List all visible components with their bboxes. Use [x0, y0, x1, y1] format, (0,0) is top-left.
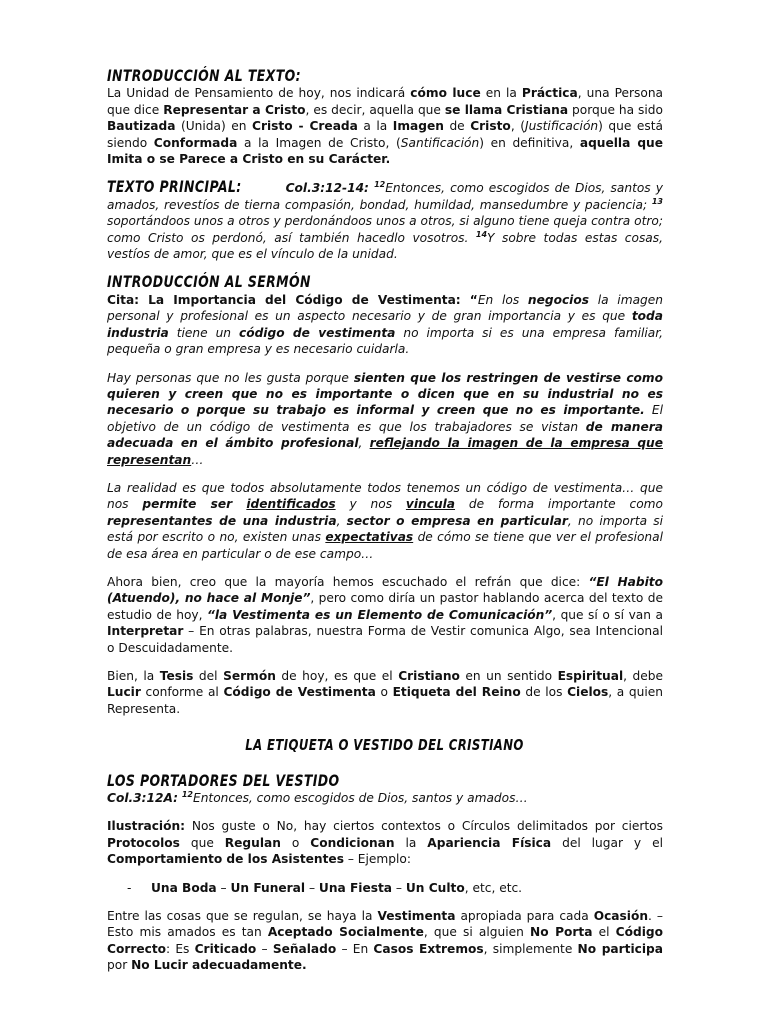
- text-run: –: [305, 880, 319, 895]
- text-run: conforme al: [140, 685, 224, 700]
- text-run: reflejando la imagen de la empresa que representan: [107, 436, 663, 467]
- text-run: del: [193, 669, 224, 683]
- scripture-reference: Col.3:12-14:: [285, 181, 369, 196]
- text-run: No participa: [577, 941, 664, 956]
- section-intro-sermon: [107, 274, 663, 717]
- verse-text: Entonces, como escogidos de Dios, santos y amados, revestíos de tierna compasión, bondad, humildad, mansedumbre y paciencia;: [107, 181, 664, 212]
- bullet-dash: -: [127, 880, 132, 895]
- text-run: – En: [336, 941, 374, 956]
- text-run: por: [107, 958, 132, 973]
- paragraph-realidad: [107, 480, 663, 562]
- text-run: Comportamiento de los Asistentes: [107, 852, 344, 867]
- text-run: identificados: [246, 497, 336, 512]
- text-run: Protocolos: [107, 835, 180, 850]
- text-run: , es decir, aquella que: [305, 102, 445, 117]
- text-run: código de vestimenta: [238, 325, 396, 340]
- text-run: Cita: La Importancia del Código de Vestimenta:: [107, 292, 461, 307]
- text-run: Ocasión: [593, 909, 649, 924]
- paragraph-cita: [107, 292, 663, 358]
- paragraph-restricciones: [107, 370, 663, 468]
- text-run: El objetivo de un código de vestimenta es que los trabajadores se vistan: [107, 403, 663, 434]
- text-run: Interpretar: [107, 624, 184, 639]
- text-run: o: [280, 835, 311, 850]
- text-run: En los: [477, 292, 528, 307]
- text-run: Un Funeral: [230, 880, 306, 895]
- text-run: …: [191, 452, 204, 467]
- text-run: del lugar y el: [551, 835, 663, 850]
- text-run: –: [216, 880, 231, 895]
- text-run: Casos Extremos: [373, 941, 484, 956]
- text-run: Bautizada: [107, 119, 176, 134]
- text-run: – Ejemplo:: [343, 852, 411, 867]
- text-run: Lucir: [107, 685, 141, 700]
- text-run: . – Esto mis amados es tan: [107, 909, 663, 940]
- text-run: porque ha sido: [568, 102, 663, 117]
- text-run: Imagen: [392, 119, 444, 134]
- text-run: Una Fiesta: [318, 880, 393, 895]
- heading-intro-texto: INTRODUCCIÓN AL TEXTO:: [107, 66, 301, 85]
- verse-number: 14: [475, 229, 488, 239]
- text-run: , que sí o sí van a: [552, 607, 663, 622]
- text-run: aquella que Imita o se Parece a Cristo en su Carácter.: [107, 135, 663, 167]
- text-run: expectativas: [325, 530, 414, 545]
- text-run: de: [443, 119, 471, 134]
- text-run: Santificación: [400, 135, 480, 150]
- text-run: , no importa si está por escrito o no, existen unas: [107, 513, 663, 545]
- text-run: No Lucir adecuadamente.: [131, 958, 307, 973]
- scripture-reference: Col.3:12A:: [107, 791, 178, 806]
- section-title-etiqueta: [107, 737, 663, 754]
- verse-text: Entonces, como escogidos de Dios, santos y amados…: [193, 791, 528, 806]
- text-run: Sermón: [223, 669, 276, 683]
- text-run: , que si alguien: [423, 925, 530, 940]
- text-run: la imagen personal y profesional es un aspecto necesario y de gran importancia y es que: [107, 292, 663, 324]
- text-run: Entre las cosas que se regulan, se haya la: [107, 909, 378, 924]
- text-run: Nos guste o No, hay ciertos contextos o Círculos delimitados por ciertos: [185, 819, 663, 834]
- text-run: Una Boda: [151, 880, 217, 895]
- text-run: Aceptado Socialmente: [267, 925, 424, 940]
- text-run: Condicionan: [310, 835, 395, 850]
- text-run: , una Persona que dice: [107, 86, 664, 117]
- text-run: no importa si es una empresa familiar, pequeña o gran empresa y es necesario cuidarla.: [107, 325, 663, 357]
- paragraph-tesis: [107, 668, 663, 717]
- text-run: La realidad es que todos absolutamente todos tenemos un código de vestimenta… que nos: [107, 480, 663, 512]
- text-run: toda industria: [107, 309, 663, 340]
- text-run: apropiada para cada: [455, 909, 594, 924]
- text-run: vincula: [405, 497, 456, 512]
- heading-portadores: LOS PORTADORES DEL VESTIDO: [107, 770, 340, 790]
- section-portadores: [107, 770, 664, 974]
- paragraph-vestimenta: [107, 908, 663, 974]
- text-run: (Unida) en: [175, 119, 253, 134]
- text-run: y nos: [335, 497, 406, 512]
- text-run: que: [179, 835, 225, 850]
- text-run: “: [460, 292, 478, 307]
- text-run: Regulan: [224, 835, 281, 850]
- text-run: Un Culto: [405, 880, 465, 895]
- text-run: Ilustración:: [107, 819, 186, 834]
- text-run: Conformada: [153, 135, 238, 150]
- text-run: negocios: [527, 292, 589, 307]
- text-run: de manera adecuada en el ámbito profesional: [107, 419, 663, 451]
- text-run: , a quien Representa.: [107, 685, 663, 716]
- text-run: de cómo se tiene que ver el profesional de esa área en particular o de ese campo…: [107, 530, 663, 561]
- text-run: ,: [336, 513, 347, 528]
- text-run: Espiritual: [557, 669, 624, 683]
- text-run: de forma importante como: [455, 497, 663, 512]
- text-run: a la: [357, 119, 393, 134]
- text-run: la: [394, 835, 428, 850]
- text-run: en la: [480, 86, 522, 101]
- paragraph-intro-texto: [107, 85, 663, 167]
- text-run: ,: [358, 436, 370, 451]
- text-run: Ahora bien, creo que la mayoría hemos escuchado el refrán que dice:: [107, 574, 589, 589]
- text-run: permite ser: [142, 497, 247, 512]
- text-run: “la Vestimenta es un Elemento de Comunicación”: [207, 607, 553, 622]
- text-run: sector o empresa en particular: [346, 513, 568, 528]
- text-run: Bien, la: [107, 669, 160, 683]
- text-run: , pero como diría un pastor hablando acerca del texto de estudio de hoy,: [107, 591, 663, 622]
- heading-etiqueta: LA ETIQUETA O VESTIDO DEL CRISTIANO: [245, 736, 525, 755]
- text-run: – En otras palabras, nuestra Forma de Vestir comunica Algo, sea Intencional o Descuidadamente.: [107, 624, 663, 655]
- heading-texto-principal: TEXTO PRINCIPAL:: [107, 177, 242, 197]
- text-run: : Es: [166, 941, 195, 956]
- verse-text: Y sobre todas estas cosas, vestíos de amor, que es el vínculo de la unidad.: [107, 230, 663, 262]
- verse-text: soportándoos unos a otros y perdonándoos unos a otros, si alguno tiene queja contra otro; como Cristo os perdonó, así también hacedlo vosotros.: [107, 214, 663, 245]
- text-run: Tesis: [159, 669, 194, 683]
- text-run: de hoy, es que el: [275, 669, 399, 683]
- text-run: a la Imagen de Cristo, (: [237, 135, 401, 150]
- text-run: Práctica: [521, 86, 578, 101]
- text-run: Justificación: [524, 119, 599, 134]
- text-run: Etiqueta del Reino: [392, 685, 521, 700]
- document-page: [107, 68, 663, 974]
- paragraph-refran: [107, 574, 663, 656]
- text-run: Criticado: [194, 941, 257, 956]
- text-run: Señalado: [272, 941, 337, 956]
- list-item: [107, 880, 663, 896]
- heading-intro-sermon: INTRODUCCIÓN AL SERMÓN: [107, 272, 311, 292]
- section-intro-texto: [107, 68, 663, 167]
- text-run: “El Habito (Atuendo), no hace al Monje”: [107, 574, 663, 606]
- verse-number: 12: [374, 180, 386, 190]
- paragraph-ilustracion: [107, 818, 663, 867]
- text-run: Código de Vestimenta: [223, 685, 376, 700]
- text-run: ) que está siendo: [107, 119, 664, 150]
- text-run: , (: [510, 119, 525, 134]
- bullet-text: [151, 880, 522, 896]
- verse-number: 13: [651, 196, 663, 206]
- text-run: representantes de una industria: [107, 513, 337, 528]
- verse-number: 12: [181, 789, 193, 799]
- text-run: Hay personas que no les gusta porque: [107, 370, 354, 385]
- text-run: el: [592, 925, 616, 940]
- text-run: Representar a Cristo: [163, 102, 306, 117]
- text-run: Código Correcto: [107, 925, 663, 956]
- section-texto-principal: [107, 179, 663, 262]
- text-run: Vestimenta: [377, 909, 456, 924]
- text-run: , simplemente: [483, 941, 578, 956]
- text-run: Apariencia Física: [427, 835, 552, 850]
- scripture-line: [107, 790, 663, 806]
- text-run: en un sentido: [459, 669, 558, 683]
- text-run: La Unidad de Pensamiento de hoy, nos indicará: [107, 86, 411, 101]
- text-run: Cristo: [470, 119, 511, 134]
- text-run: se llama Cristiana: [444, 102, 569, 117]
- text-run: , etc, etc.: [464, 880, 523, 895]
- text-run: , debe: [623, 669, 664, 683]
- text-run: ) en definitiva,: [479, 135, 580, 150]
- text-run: –: [392, 880, 406, 895]
- text-run: Cielos: [567, 685, 609, 700]
- text-run: sienten que los restringen de vestirse como quieren y creen que no es importante o dicen que en su industrial no es necesario o porque su trabajo es informal y creen que no es importante.: [107, 370, 663, 418]
- text-run: tiene un: [168, 325, 239, 340]
- text-run: de los: [520, 685, 568, 700]
- text-run: –: [256, 941, 273, 956]
- text-run: No Porta: [530, 925, 593, 940]
- text-run: cómo luce: [410, 86, 481, 101]
- text-run: Cristiano: [398, 669, 460, 683]
- text-run: Cristo - Creada: [252, 119, 358, 134]
- text-run: o: [375, 685, 393, 700]
